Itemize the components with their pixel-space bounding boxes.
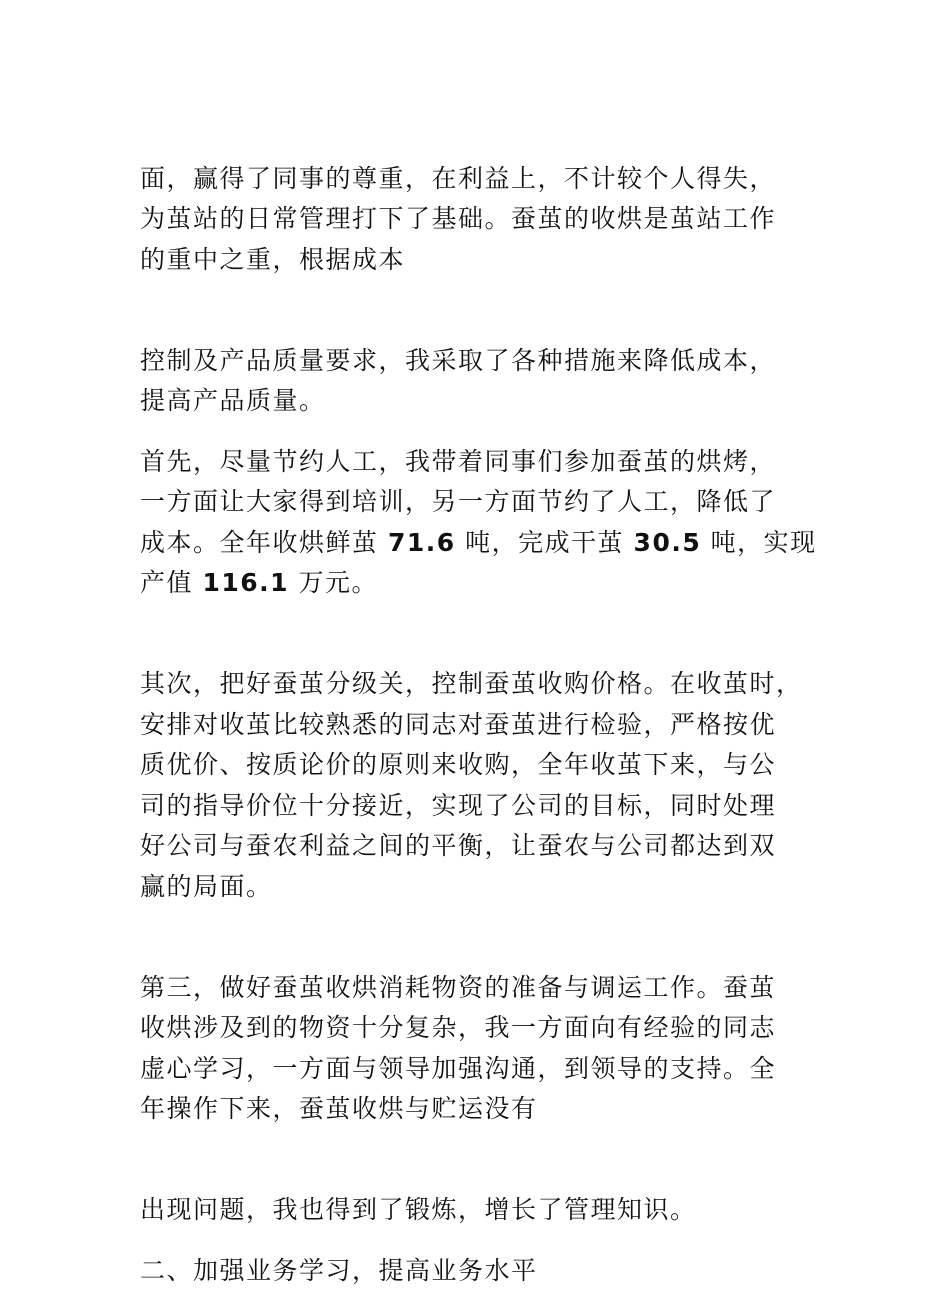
paragraph-3-text-d: 万元。 (289, 568, 378, 597)
paragraph-3 (140, 442, 820, 604)
paragraph-3-text-b: 吨，完成干茧 (456, 528, 634, 557)
paragraph-1-text: 面，赢得了同事的尊重，在利益上，不计较个人得失， 为茧站的日常管理打下了基础。蚕茧的收烘是茧站工作 的重中之重，根据成本 (140, 164, 776, 274)
dry-cocoon-amount: 30.5 (634, 528, 702, 557)
section-heading: 二、加强业务学习，提高业务水平 (140, 1251, 820, 1291)
paragraph-6 (140, 1150, 820, 1231)
paragraph-5 (140, 927, 820, 1130)
output-value-amount: 116.1 (202, 568, 289, 597)
paragraph-5-text: 第三，做好蚕茧收烘消耗物资的准备与调运工作。蚕茧 收烘涉及到的物资十分复杂，我一方面向有经验的同志 虚心学习，一方面与领导加强沟通，到领导的支持。全 年操作下来，蚕茧收烘与贮运没有 (140, 973, 776, 1124)
paragraph-6-text: 出现问题，我也得到了锻炼，增长了管理知识。 (140, 1195, 697, 1224)
paragraph-2-text: 控制及产品质量要求，我采取了各种措施来降低成本， 提高产品质量。 (140, 346, 776, 416)
paragraph-4 (140, 624, 820, 908)
paragraph-3-text-c: 吨，实现 产值 (140, 528, 817, 598)
paragraph-2 (140, 300, 820, 422)
document-page (140, 118, 820, 1291)
paragraph-4-text: 其次，把好蚕茧分级关，控制蚕茧收购价格。在收茧时， 安排对收茧比较熟悉的同志对蚕茧进行检验，严格按优 质优价、按质论价的原则来收购，全年收茧下来，与公 司的指导价位十分接近，实现了公司的目标，同时处理 好公司与蚕农利益之间的平衡，让蚕农与公司都达到双 赢的局面。 (140, 669, 803, 901)
paragraph-1 (140, 118, 820, 280)
paragraph-3-text-a: 首先，尽量节约人工，我带着同事们参加蚕茧的烘烤， 一方面让大家得到培训，另一方面节约了人工，降低了 成本。全年收烘鲜茧 (140, 447, 776, 557)
fresh-cocoon-amount: 71.6 (388, 528, 456, 557)
